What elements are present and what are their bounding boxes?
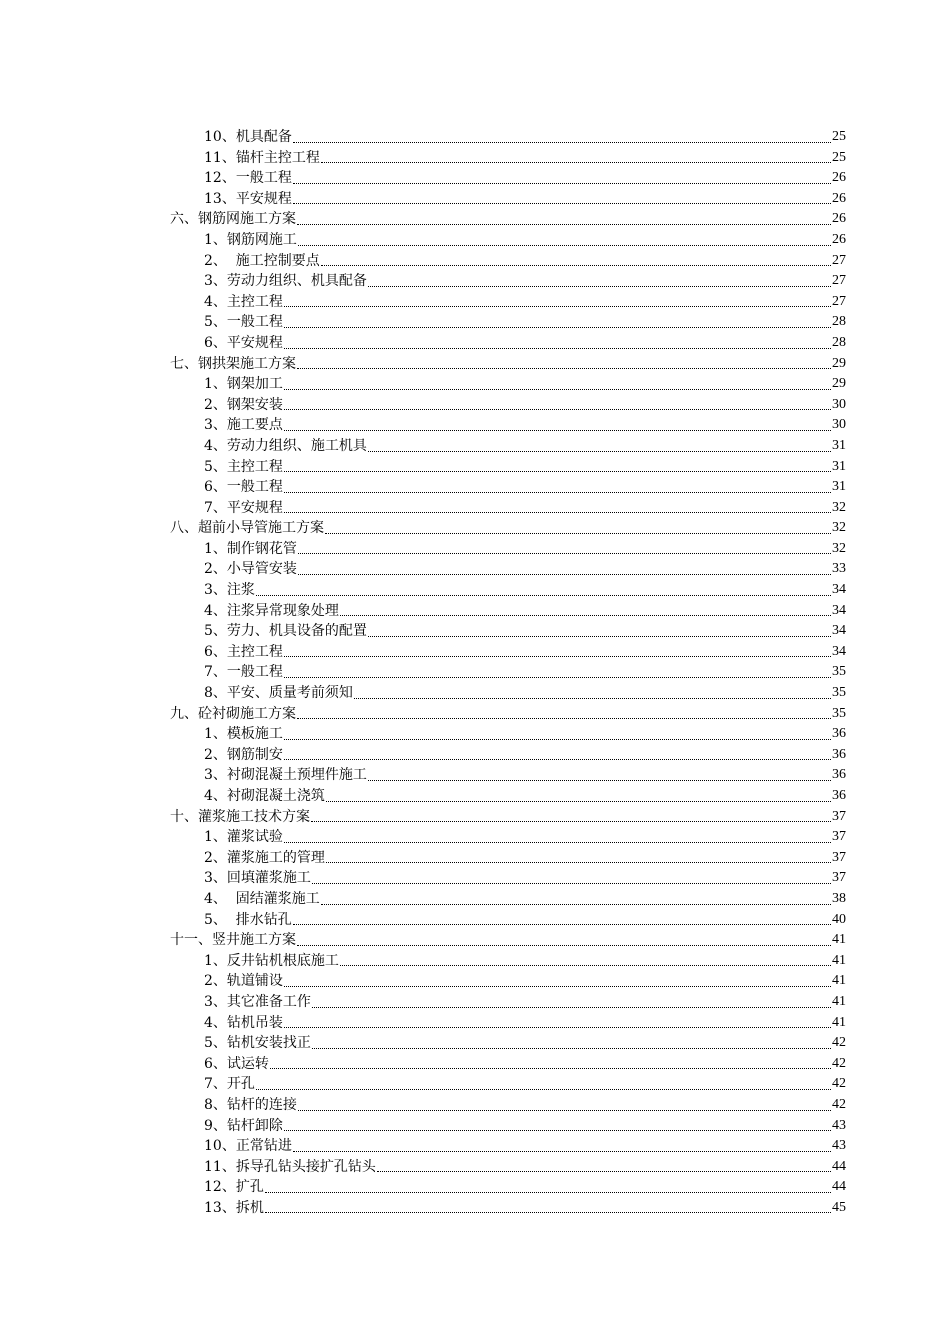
toc-page-number: 26 xyxy=(832,190,846,206)
toc-section-entry[interactable] xyxy=(170,354,846,375)
toc-entry-title: 3、施工要点 xyxy=(204,417,283,434)
toc-subsection-entry[interactable] xyxy=(170,951,846,972)
toc-page-number: 27 xyxy=(832,293,846,309)
toc-page-number: 44 xyxy=(832,1179,846,1195)
toc-subsection-entry[interactable] xyxy=(170,230,846,251)
toc-page-number: 31 xyxy=(832,458,846,474)
dot-leader xyxy=(340,615,831,616)
dot-leader xyxy=(284,512,831,513)
toc-entry-title: 11、拆导孔钻头接扩孔钻头 xyxy=(204,1158,376,1175)
toc-page-number: 27 xyxy=(832,252,846,268)
toc-subsection-entry[interactable] xyxy=(170,1116,846,1137)
toc-subsection-entry[interactable] xyxy=(170,1136,846,1157)
toc-subsection-entry[interactable] xyxy=(170,1013,846,1034)
toc-subsection-entry[interactable] xyxy=(170,971,846,992)
toc-entry-title: 8、钻杆的连接 xyxy=(204,1096,297,1113)
toc-page-number: 26 xyxy=(832,170,846,186)
toc-subsection-entry[interactable] xyxy=(170,642,846,663)
dot-leader xyxy=(298,245,831,246)
toc-entry-title: 6、主控工程 xyxy=(204,643,283,660)
toc-page-number: 41 xyxy=(832,1014,846,1030)
dot-leader xyxy=(326,801,831,802)
toc-page-number: 33 xyxy=(832,561,846,577)
toc-entry-title: 1、钢架加工 xyxy=(204,376,283,393)
toc-subsection-entry[interactable] xyxy=(170,1177,846,1198)
toc-page-number: 37 xyxy=(832,808,846,824)
toc-entry-title: 2、灌浆施工的管理 xyxy=(204,849,325,866)
dot-leader xyxy=(293,203,831,204)
toc-subsection-entry[interactable] xyxy=(170,333,846,354)
toc-page-number: 29 xyxy=(832,376,846,392)
toc-entry-title: 1、钢筋网施工 xyxy=(204,231,297,248)
toc-entry-title: 4、衬砌混凝土浇筑 xyxy=(204,788,325,804)
toc-subsection-entry[interactable] xyxy=(170,1095,846,1116)
dot-leader xyxy=(293,142,831,143)
toc-page-number: 43 xyxy=(832,1138,846,1154)
toc-entry-title: 3、其它准备工作 xyxy=(204,993,311,1010)
dot-leader xyxy=(377,1171,831,1172)
toc-page-number: 35 xyxy=(832,685,846,701)
toc-subsection-entry[interactable] xyxy=(170,786,846,807)
toc-subsection-entry[interactable] xyxy=(170,992,846,1013)
toc-subsection-entry[interactable] xyxy=(170,436,846,457)
toc-entry-title: 1、模板施工 xyxy=(204,726,283,743)
toc-page-number: 42 xyxy=(832,1096,846,1112)
dot-leader xyxy=(368,286,831,287)
toc-entry-title: 1、灌浆试验 xyxy=(204,829,283,846)
dot-leader xyxy=(312,883,831,884)
toc-page-number: 34 xyxy=(832,643,846,659)
toc-page-number: 44 xyxy=(832,1158,846,1174)
toc-entry-title: 5、一般工程 xyxy=(204,314,283,331)
toc-section-entry[interactable] xyxy=(170,209,846,230)
dot-leader xyxy=(368,780,831,781)
toc-entry-title: 2、钢架安装 xyxy=(204,396,283,413)
toc-subsection-entry[interactable] xyxy=(170,1054,846,1075)
toc-page-number: 32 xyxy=(832,499,846,515)
toc-entry-title: 6、一般工程 xyxy=(204,479,283,496)
toc-entry-title: 4、劳动力组织、施工机具 xyxy=(204,437,367,454)
toc-page-number: 29 xyxy=(832,355,846,371)
toc-subsection-entry[interactable] xyxy=(170,889,846,910)
toc-page-number: 45 xyxy=(832,1199,846,1215)
toc-subsection-entry[interactable] xyxy=(170,868,846,889)
toc-subsection-entry[interactable] xyxy=(170,251,846,272)
toc-page-number: 34 xyxy=(832,582,846,598)
dot-leader xyxy=(321,265,831,266)
toc-page-number: 35 xyxy=(832,705,846,721)
table-of-contents xyxy=(170,127,846,1218)
toc-entry-title: 5、主控工程 xyxy=(204,458,283,475)
toc-subsection-entry[interactable] xyxy=(170,148,846,169)
toc-page-number: 32 xyxy=(832,540,846,556)
toc-subsection-entry[interactable] xyxy=(170,765,846,786)
dot-leader xyxy=(368,451,831,452)
toc-entry-title: 2、钢筋制安 xyxy=(204,746,283,763)
dot-leader xyxy=(368,636,831,637)
toc-page-number: 36 xyxy=(832,767,846,783)
toc-page-number: 31 xyxy=(832,437,846,453)
toc-page-number: 28 xyxy=(832,334,846,350)
toc-entry-title: 九、砼衬砌施工方案 xyxy=(170,705,296,722)
dot-leader xyxy=(284,842,831,843)
toc-subsection-entry[interactable] xyxy=(170,1074,846,1095)
toc-page-number: 41 xyxy=(832,932,846,948)
toc-page-number: 27 xyxy=(832,273,846,289)
toc-page-number: 38 xyxy=(832,890,846,906)
toc-subsection-entry[interactable] xyxy=(170,621,846,642)
toc-entry-title: 4、主控工程 xyxy=(204,293,283,310)
toc-section-entry[interactable] xyxy=(170,930,846,951)
toc-entry-title: 1、反井钻机根底施工 xyxy=(204,952,339,969)
toc-page-number: 34 xyxy=(832,602,846,618)
toc-subsection-entry[interactable] xyxy=(170,848,846,869)
toc-entry-title: 5、 排水钻孔 xyxy=(204,911,292,928)
toc-subsection-entry[interactable] xyxy=(170,827,846,848)
dot-leader xyxy=(284,986,831,987)
toc-subsection-entry[interactable] xyxy=(170,127,846,148)
dot-leader xyxy=(311,821,831,822)
dot-leader xyxy=(284,409,831,410)
dot-leader xyxy=(256,1089,831,1090)
toc-subsection-entry[interactable] xyxy=(170,724,846,745)
toc-section-entry[interactable] xyxy=(170,518,846,539)
toc-subsection-entry[interactable] xyxy=(170,189,846,210)
toc-page-number: 31 xyxy=(832,479,846,495)
dot-leader xyxy=(284,430,831,431)
toc-page-number: 28 xyxy=(832,314,846,330)
toc-page-number: 26 xyxy=(832,231,846,247)
dot-leader xyxy=(354,698,831,699)
toc-entry-title: 十、灌浆施工技术方案 xyxy=(170,808,310,825)
dot-leader xyxy=(298,1110,831,1111)
toc-subsection-entry[interactable] xyxy=(170,559,846,580)
dot-leader xyxy=(297,224,831,225)
toc-subsection-entry[interactable] xyxy=(170,683,846,704)
toc-entry-title: 5、劳力、机具设备的配置 xyxy=(204,623,367,640)
toc-entry-title: 12、扩孔 xyxy=(204,1179,264,1196)
toc-entry-title: 7、一般工程 xyxy=(204,664,283,681)
toc-page-number: 43 xyxy=(832,1117,846,1133)
dot-leader xyxy=(284,471,831,472)
dot-leader xyxy=(312,1048,831,1049)
toc-subsection-entry[interactable] xyxy=(170,539,846,560)
toc-entry-title: 6、试运转 xyxy=(204,1055,269,1072)
toc-subsection-entry[interactable] xyxy=(170,910,846,931)
toc-page-number: 42 xyxy=(832,1055,846,1071)
dot-leader xyxy=(293,924,831,925)
toc-subsection-entry[interactable] xyxy=(170,1157,846,1178)
dot-leader xyxy=(321,162,831,163)
toc-entry-title: 7、开孔 xyxy=(204,1076,255,1093)
toc-page-number: 40 xyxy=(832,911,846,927)
toc-entry-title: 2、 施工控制要点 xyxy=(204,252,320,269)
toc-entry-title: 4、注浆异常现象处理 xyxy=(204,602,339,619)
toc-subsection-entry[interactable] xyxy=(170,395,846,416)
toc-page-number: 41 xyxy=(832,952,846,968)
toc-entry-title: 5、钻机安装找正 xyxy=(204,1035,311,1052)
toc-entry-title: 12、一般工程 xyxy=(204,170,292,187)
toc-subsection-entry[interactable] xyxy=(170,271,846,292)
toc-page-number: 37 xyxy=(832,849,846,865)
toc-page-number: 36 xyxy=(832,788,846,803)
toc-entry-title: 10、正常钻进 xyxy=(204,1138,292,1155)
dot-leader xyxy=(284,492,831,493)
dot-leader xyxy=(270,1068,831,1069)
toc-section-entry[interactable] xyxy=(170,807,846,828)
toc-entry-title: 2、轨道铺设 xyxy=(204,973,283,990)
toc-page-number: 30 xyxy=(832,396,846,412)
toc-page-number: 42 xyxy=(832,1076,846,1092)
dot-leader xyxy=(326,862,831,863)
toc-entry-title: 3、注浆 xyxy=(204,582,255,599)
dot-leader xyxy=(297,368,831,369)
toc-page-number: 42 xyxy=(832,1035,846,1051)
toc-entry-title: 2、小导管安装 xyxy=(204,561,297,578)
toc-subsection-entry[interactable] xyxy=(170,1033,846,1054)
toc-entry-title: 11、锚杆主控工程 xyxy=(204,149,320,166)
toc-subsection-entry[interactable] xyxy=(170,374,846,395)
toc-entry-title: 3、劳动力组织、机具配备 xyxy=(204,273,367,290)
toc-entry-title: 十一、竖井施工方案 xyxy=(170,932,296,949)
toc-entry-title: 4、 固结灌浆施工 xyxy=(204,890,320,907)
toc-subsection-entry[interactable] xyxy=(170,312,846,333)
dot-leader xyxy=(325,533,831,534)
toc-entry-title: 7、平安规程 xyxy=(204,499,283,516)
toc-entry-title: 3、衬砌混凝土预埋件施工 xyxy=(204,767,367,784)
toc-page-number: 37 xyxy=(832,870,846,886)
toc-page-number: 25 xyxy=(832,129,846,144)
dot-leader xyxy=(297,718,831,719)
dot-leader xyxy=(293,183,831,184)
dot-leader xyxy=(284,759,831,760)
toc-entry-title: 13、平安规程 xyxy=(204,190,292,207)
toc-subsection-entry[interactable] xyxy=(170,662,846,683)
dot-leader xyxy=(284,389,831,390)
toc-subsection-entry[interactable] xyxy=(170,1198,846,1219)
toc-subsection-entry[interactable] xyxy=(170,292,846,313)
toc-subsection-entry[interactable] xyxy=(170,498,846,519)
toc-page-number: 41 xyxy=(832,973,846,989)
toc-subsection-entry[interactable] xyxy=(170,415,846,436)
dot-leader xyxy=(284,348,831,349)
toc-subsection-entry[interactable] xyxy=(170,745,846,766)
dot-leader xyxy=(284,739,831,740)
toc-page-number: 25 xyxy=(832,149,846,165)
toc-entry-title: 六、钢筋网施工方案 xyxy=(170,211,296,228)
toc-entry-title: 3、回填灌浆施工 xyxy=(204,870,311,887)
toc-entry-title: 8、平安、质量考前须知 xyxy=(204,685,353,702)
toc-page-number: 37 xyxy=(832,829,846,845)
dot-leader xyxy=(284,1027,831,1028)
dot-leader xyxy=(297,945,831,946)
dot-leader xyxy=(265,1212,831,1213)
toc-subsection-entry[interactable] xyxy=(170,601,846,622)
dot-leader xyxy=(298,553,831,554)
dot-leader xyxy=(293,1151,831,1152)
dot-leader xyxy=(284,327,831,328)
toc-page-number: 35 xyxy=(832,664,846,680)
toc-entry-title: 1、制作钢花管 xyxy=(204,540,297,557)
toc-subsection-entry[interactable] xyxy=(170,580,846,601)
toc-section-entry[interactable] xyxy=(170,704,846,725)
toc-entry-title: 6、平安规程 xyxy=(204,334,283,351)
toc-page-number: 41 xyxy=(832,993,846,1009)
toc-entry-title: 4、钻机吊装 xyxy=(204,1014,283,1031)
dot-leader xyxy=(321,904,831,905)
toc-subsection-entry[interactable] xyxy=(170,168,846,189)
dot-leader xyxy=(284,1130,831,1131)
toc-page-number: 30 xyxy=(832,417,846,433)
dot-leader xyxy=(284,677,831,678)
dot-leader xyxy=(265,1192,831,1193)
toc-subsection-entry[interactable] xyxy=(170,477,846,498)
toc-entry-title: 七、钢拱架施工方案 xyxy=(170,355,296,372)
toc-subsection-entry[interactable] xyxy=(170,457,846,478)
toc-entry-title: 10、机具配备 xyxy=(204,129,292,145)
toc-entry-title: 13、拆机 xyxy=(204,1199,264,1216)
toc-page-number: 32 xyxy=(832,520,846,536)
dot-leader xyxy=(298,574,831,575)
dot-leader xyxy=(340,965,831,966)
dot-leader xyxy=(256,595,831,596)
toc-entry-title: 八、超前小导管施工方案 xyxy=(170,520,324,537)
toc-page-number: 36 xyxy=(832,746,846,762)
dot-leader xyxy=(312,1007,831,1008)
toc-page-number: 26 xyxy=(832,211,846,227)
toc-page-number: 36 xyxy=(832,726,846,742)
dot-leader xyxy=(284,656,831,657)
toc-entry-title: 9、钻杆卸除 xyxy=(204,1117,283,1134)
dot-leader xyxy=(284,306,831,307)
toc-page-number: 34 xyxy=(832,623,846,639)
